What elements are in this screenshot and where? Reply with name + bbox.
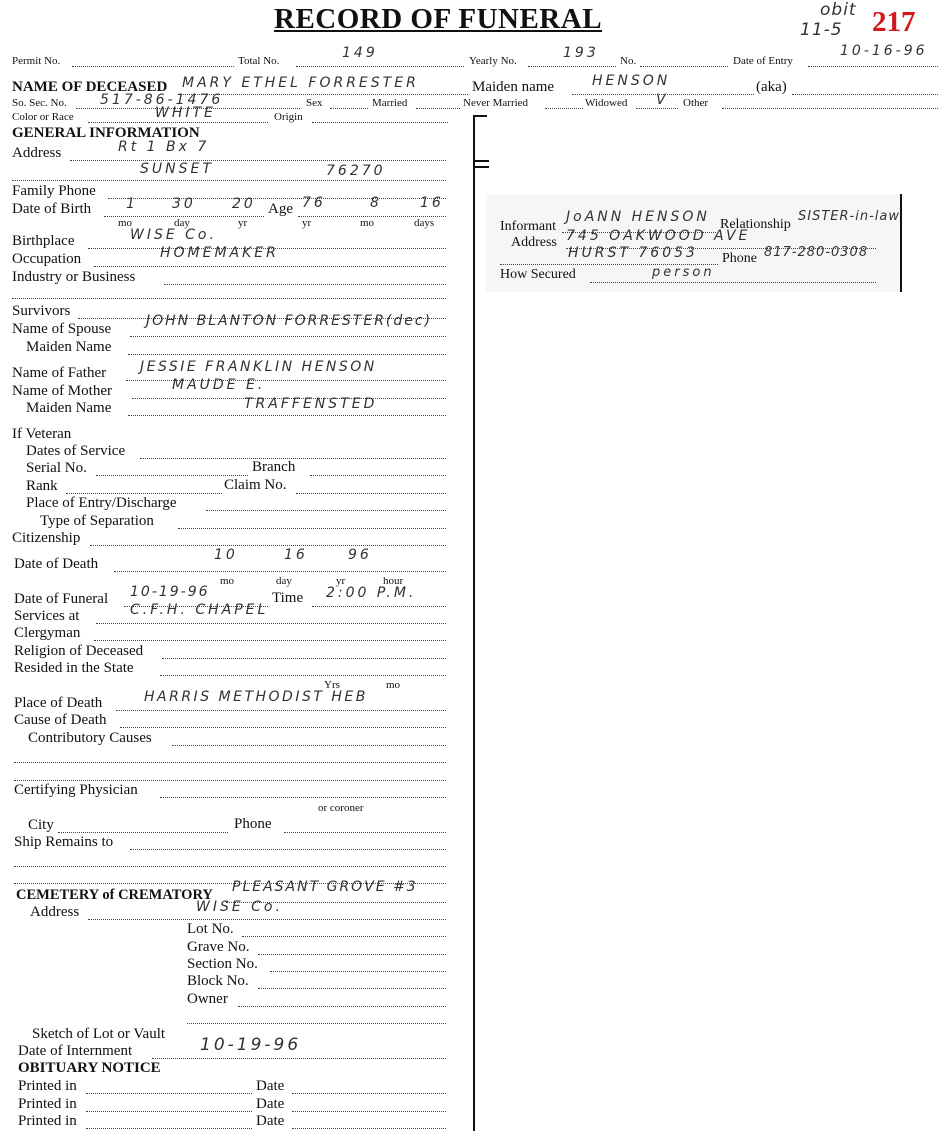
father-label: Name of Father (12, 365, 107, 381)
mother-maiden-line (128, 415, 446, 416)
address-label: Address (12, 145, 62, 161)
contributory-line-3 (14, 780, 446, 781)
age-years: 76 (302, 195, 326, 211)
age-months: 8 (370, 195, 382, 211)
mother-label: Name of Mother (12, 383, 112, 399)
informant-address-label: Address (511, 235, 557, 250)
maiden-name-value: HENSON (592, 73, 671, 89)
yearly-line (528, 66, 616, 67)
widowed-mark: V (656, 92, 669, 108)
total-line (296, 66, 464, 67)
rank-line (66, 493, 222, 494)
no-line (640, 66, 728, 67)
section-line (270, 971, 446, 972)
city-line (58, 832, 228, 833)
contributory-line-2 (14, 762, 446, 763)
ssn-label: So. Sec. No. (12, 97, 67, 109)
ship-remains-line-2 (14, 866, 446, 867)
claim-label: Claim No. (224, 477, 287, 493)
aka-label: (aka) (756, 79, 787, 95)
serial-label: Serial No. (26, 460, 87, 476)
owner-line (238, 1006, 446, 1007)
family-phone-line (108, 198, 446, 199)
claim-line (296, 493, 446, 494)
physician-label: Certifying Physician (14, 782, 138, 798)
service-dates-label: Dates of Service (26, 443, 126, 459)
spouse-maiden-line (128, 354, 446, 355)
printed-date-line-2 (292, 1111, 446, 1112)
block-line (258, 988, 446, 989)
widowed-label: Widowed (585, 97, 628, 109)
divider-tick-mid-1 (473, 160, 489, 162)
printed-in-line-2 (86, 1111, 252, 1112)
owner-line-2 (187, 1023, 446, 1024)
race-label: Color or Race (12, 111, 74, 123)
time-label: Time (272, 590, 304, 606)
age-sub-days: days (414, 217, 435, 229)
block-label: Block No. (187, 973, 249, 989)
religion-line (162, 658, 446, 659)
dob-month: 1 (126, 196, 138, 212)
citizenship-label: Citizenship (12, 530, 81, 546)
dob-sub-yr: yr (238, 217, 248, 229)
death-month: 10 (214, 547, 238, 563)
contributory-label: Contributory Causes (28, 730, 152, 746)
father-value: JESSIE FRANKLIN HENSON (140, 359, 377, 375)
age-sub-mo: mo (360, 217, 375, 229)
informant-value: JoANN HENSON (566, 209, 710, 225)
entry-value: 10-16-96 (840, 43, 928, 59)
form-divider (473, 115, 475, 1131)
printed-date-label-1: Date (256, 1078, 285, 1094)
maiden-name-label: Maiden name (472, 79, 555, 95)
total-label: Total No. (238, 55, 280, 67)
physician-line (160, 797, 446, 798)
citizenship-line (90, 545, 446, 546)
age-sub-yr: yr (302, 217, 312, 229)
resided-label: Resided in the State (14, 660, 134, 676)
rank-label: Rank (26, 478, 58, 494)
record-number: 217 (872, 6, 916, 38)
page-title: RECORD OF FUNERAL (274, 3, 603, 35)
informant-phone-value: 817-280-0308 (764, 245, 869, 260)
deceased-name-value: MARY ETHEL FORRESTER (182, 75, 419, 91)
ship-remains-label: Ship Remains to (14, 834, 114, 850)
owner-label: Owner (187, 991, 228, 1007)
entry-line (808, 66, 938, 67)
resided-yrs-label: Yrs (324, 679, 340, 691)
informant-city-value: HURST 76053 (568, 245, 698, 261)
clergyman-label: Clergyman (14, 625, 81, 641)
death-sub-hour: hour (383, 575, 404, 587)
physician-phone-label: Phone (234, 816, 272, 832)
informant-phone-label: Phone (722, 251, 757, 266)
services-value: C.F.H. CHAPEL (130, 602, 269, 618)
permit-line (72, 66, 234, 67)
relationship-label: Relationship (720, 217, 791, 232)
aka-line (792, 94, 938, 95)
ship-remains-line (130, 849, 446, 850)
other-line (722, 108, 938, 109)
printed-date-label-2: Date (256, 1096, 285, 1112)
cemetery-address-value: WISE Co. (196, 899, 283, 915)
obit-note: obit (820, 0, 857, 20)
origin-label: Origin (274, 111, 303, 123)
death-sub-day: day (276, 575, 292, 587)
relationship-value: SISTER-in-law (798, 209, 900, 224)
separation-line (178, 528, 446, 529)
place-of-death-value: HARRIS METHODIST HEB (144, 689, 368, 705)
how-secured-label: How Secured (500, 267, 576, 282)
dob-label: Date of Birth (12, 201, 92, 217)
permit-label: Permit No. (12, 55, 61, 67)
industry-label: Industry or Business (12, 269, 136, 285)
never-married-label: Never Married (463, 97, 529, 109)
cemetery-address-line (88, 919, 446, 920)
cause-line (120, 727, 446, 728)
entry-label: Date of Entry (733, 55, 793, 67)
informant-slip-edge (900, 194, 902, 292)
internment-label: Date of Internment (18, 1043, 133, 1059)
funeral-date-label: Date of Funeral (14, 591, 109, 607)
clergyman-line (94, 640, 446, 641)
sex-label: Sex (306, 97, 323, 109)
address-zip-value: 76270 (326, 163, 386, 179)
married-label: Married (372, 97, 408, 109)
ssn-value: 517-86-1476 (100, 92, 224, 108)
occupation-value: HOMEMAKER (160, 245, 279, 261)
race-line (88, 122, 268, 123)
yearly-value: 193 (563, 45, 599, 61)
death-sub-mo: mo (220, 575, 235, 587)
address-line1-value: Rt 1 Bx 7 (118, 139, 210, 155)
printed-date-label-3: Date (256, 1113, 285, 1129)
date-of-death-label: Date of Death (14, 556, 99, 572)
grave-line (258, 954, 446, 955)
entry-discharge-label: Place of Entry/Discharge (26, 495, 177, 511)
mother-value: MAUDE E. (172, 377, 266, 393)
entry-discharge-line (206, 510, 446, 511)
cemetery-value: PLEASANT GROVE #3 (232, 879, 418, 895)
services-line (96, 623, 446, 624)
place-of-death-label: Place of Death (14, 695, 103, 711)
death-sub-yr: yr (336, 575, 346, 587)
contributory-line (172, 745, 446, 746)
industry-line-2 (12, 298, 446, 299)
printed-in-line-3 (86, 1128, 252, 1129)
internment-line (152, 1058, 446, 1059)
no-label: No. (620, 55, 637, 67)
dob-year: 20 (232, 196, 256, 212)
general-info-heading: GENERAL INFORMATION (12, 125, 200, 141)
printed-in-line-1 (86, 1093, 252, 1094)
internment-value: 10-19-96 (200, 1035, 302, 1055)
veteran-label: If Veteran (12, 426, 72, 442)
printed-in-label-3: Printed in (18, 1113, 77, 1129)
dob-sub-day: day (174, 217, 190, 229)
funeral-date-value: 10-19-96 (130, 584, 210, 600)
place-of-death-line (116, 710, 446, 711)
obituary-heading: OBITUARY NOTICE (18, 1060, 161, 1076)
married-line (416, 108, 460, 109)
mother-maiden-value: TRAFFENSTED (244, 396, 378, 412)
branch-line (310, 475, 446, 476)
printed-date-line-3 (292, 1128, 446, 1129)
deceased-name-label: NAME OF DECEASED (12, 79, 168, 95)
city-label: City (28, 817, 54, 833)
sketch-label: Sketch of Lot or Vault (32, 1026, 166, 1042)
resided-mo-label: mo (386, 679, 401, 691)
other-label: Other (683, 97, 709, 109)
lot-line (242, 936, 446, 937)
mother-maiden-label: Maiden Name (26, 400, 112, 416)
separation-label: Type of Separation (40, 513, 154, 529)
yearly-label: Yearly No. (469, 55, 517, 67)
address-city-value: SUNSET (140, 161, 214, 177)
address-line (70, 160, 446, 161)
religion-label: Religion of Deceased (14, 643, 144, 659)
time-value: 2:00 P.M. (326, 585, 417, 601)
age-days: 16 (420, 195, 444, 211)
occupation-line (94, 266, 446, 267)
spouse-line (130, 336, 446, 337)
coroner-label: or coroner (318, 802, 364, 814)
how-secured-value: person (652, 265, 715, 280)
spouse-value: JOHN BLANTON FORRESTER(dec) (146, 313, 433, 329)
divider-tick-mid-2 (473, 166, 489, 168)
informant-address-value: 745 OAKWOOD AVE (566, 228, 751, 244)
origin-line (312, 122, 448, 123)
address-line-2 (12, 180, 446, 181)
death-day: 16 (284, 547, 308, 563)
printed-in-label-1: Printed in (18, 1078, 77, 1094)
printed-date-line-1 (292, 1093, 446, 1094)
physician-phone-line (284, 832, 446, 833)
section-label: Section No. (187, 956, 258, 972)
sex-line (330, 108, 368, 109)
survivors-label: Survivors (12, 303, 71, 319)
how-secured-line (590, 282, 876, 283)
dob-day: 30 (172, 196, 196, 212)
widowed-line (636, 108, 678, 109)
branch-label: Branch (252, 459, 296, 475)
industry-line (164, 284, 446, 285)
lot-label: Lot No. (187, 921, 234, 937)
total-value: 149 (342, 45, 378, 61)
never-married-line (545, 108, 583, 109)
cause-label: Cause of Death (14, 712, 107, 728)
cemetery-heading: CEMETERY of CREMATORY (16, 887, 213, 903)
birthplace-value: WISE Co. (130, 227, 217, 243)
divider-tick-top (473, 115, 487, 117)
race-value: WHITE (155, 105, 216, 121)
resided-line (160, 675, 446, 676)
death-year: 96 (348, 547, 372, 563)
age-label: Age (268, 201, 293, 217)
dob-sub-mo: mo (118, 217, 133, 229)
time-line (312, 606, 446, 607)
informant-label: Informant (500, 219, 556, 234)
spouse-maiden-label: Maiden Name (26, 339, 112, 355)
family-phone-label: Family Phone (12, 183, 96, 199)
printed-in-label-2: Printed in (18, 1096, 77, 1112)
obit-date-note: 11-5 (800, 20, 843, 40)
serial-line (96, 475, 248, 476)
birthplace-label: Birthplace (12, 233, 75, 249)
occupation-label: Occupation (12, 251, 82, 267)
cemetery-address-label: Address (30, 904, 80, 920)
grave-label: Grave No. (187, 939, 250, 955)
services-label: Services at (14, 608, 80, 624)
spouse-label: Name of Spouse (12, 321, 112, 337)
date-of-death-line (114, 571, 446, 572)
